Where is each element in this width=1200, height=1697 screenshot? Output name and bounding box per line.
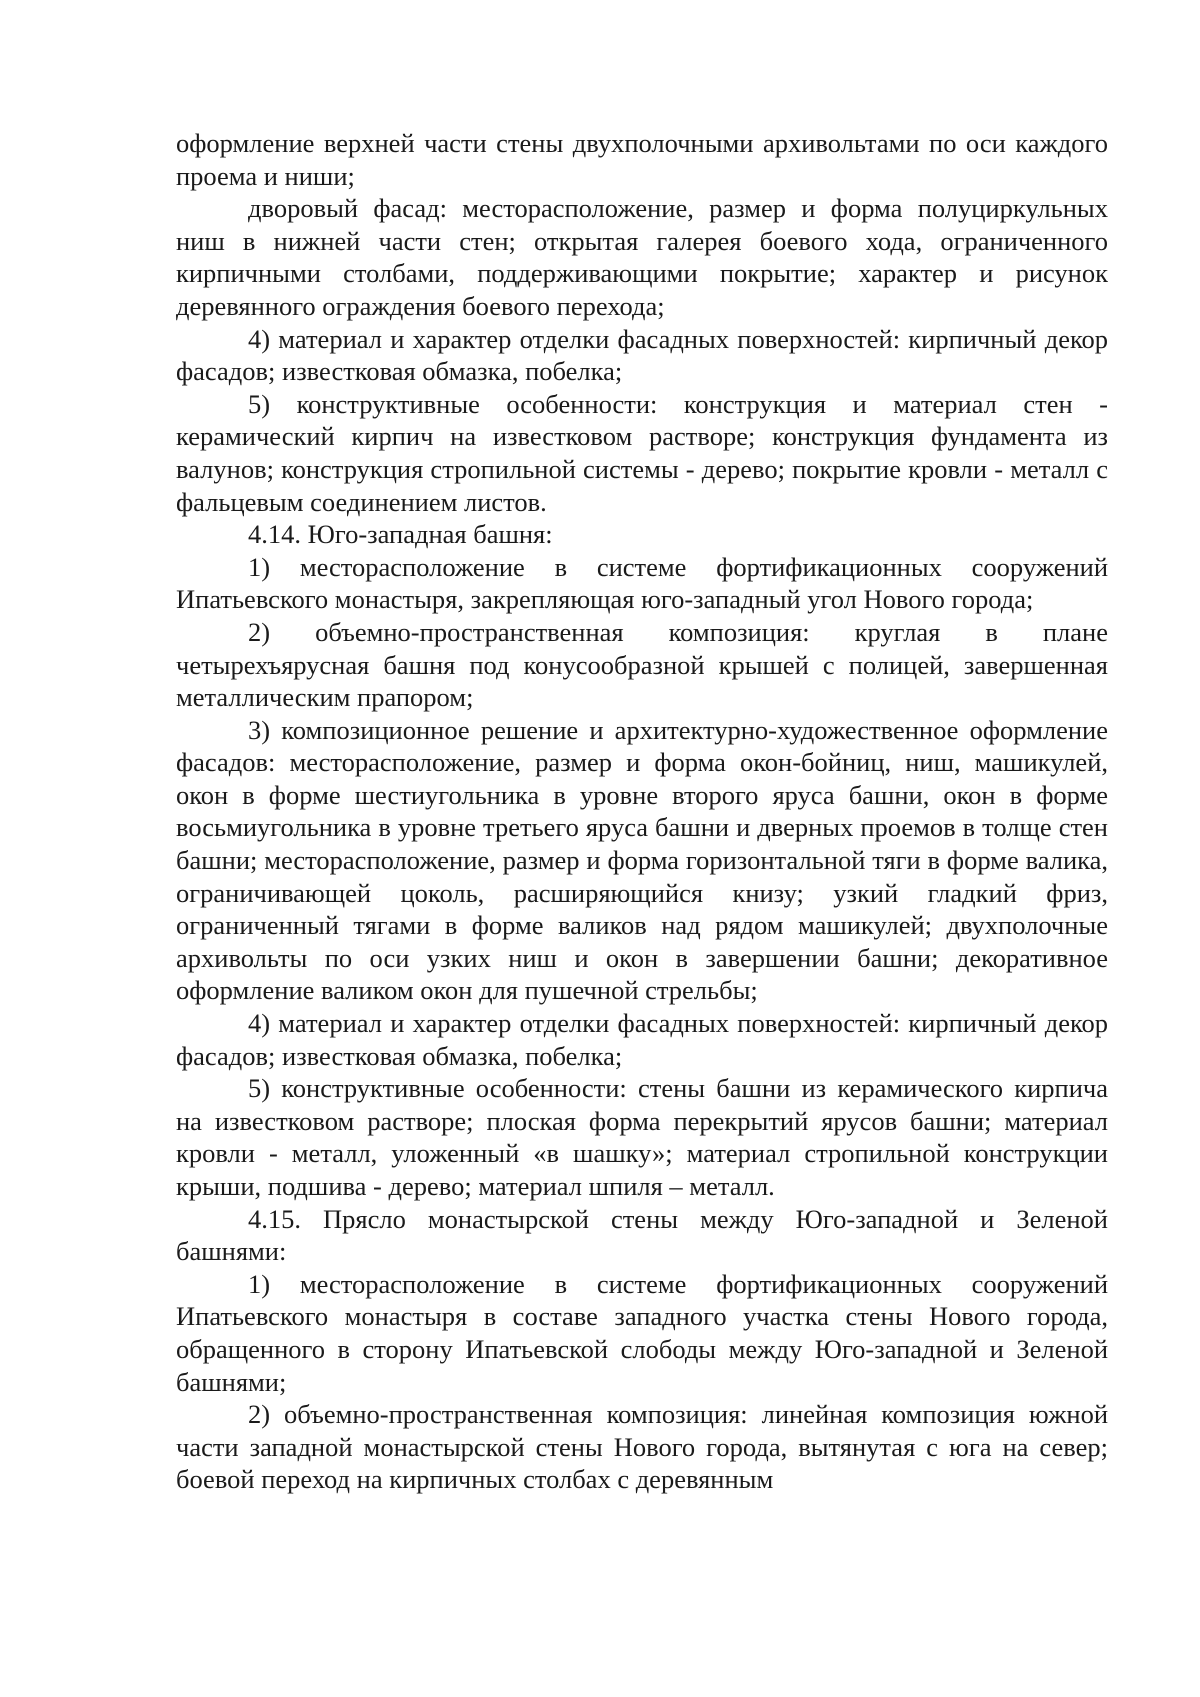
paragraph-finish-material-2: 4) материал и характер отделки фасадных поверхностей: кирпичный декор фасадов; известковая обмазка, побелка; bbox=[176, 1008, 1108, 1071]
paragraph-location: 1) месторасположение в системе фортификационных сооружений Ипатьевского монастыря, закрепляющая юго-западный угол Нового города; bbox=[176, 551, 1108, 615]
paragraph-continuation: оформление верхней части стены двухполочными архивольтами по оси каждого проема и ниши; bbox=[176, 128, 1108, 191]
section-heading-4-15: 4.15. Прясло монастырской стены между Юго-западной и Зеленой башнями: bbox=[176, 1203, 1108, 1267]
paragraph-finish-material: 4) материал и характер отделки фасадных поверхностей: кирпичный декор фасадов; известковая обмазка, побелка; bbox=[176, 323, 1108, 387]
paragraph-structural-features: 5) конструктивные особенности: конструкция и материал стен - керамический кирпич на известковом растворе; конструкция фундамента из валунов; конструкция стропильной системы - дерево; покрытие кровли - металл с фальцевым соединением листов. bbox=[176, 388, 1108, 517]
document-body bbox=[176, 127, 1108, 1496]
paragraph-spatial-composition-2: 2) объемно-пространственная композиция: линейная композиция южной части западной монастырской стены Нового города, вытянутая с юга на север; боевой переход на кирпичных столбах с деревянным bbox=[176, 1399, 1108, 1495]
paragraph-location-2: 1) месторасположение в системе фортификационных сооружений Ипатьевского монастыря в составе западного участка стены Нового города, обращенного в сторону Ипатьевской слободы между Юго-западной и Зеленой башнями; bbox=[176, 1268, 1108, 1397]
paragraph-spatial-composition: 2) объемно-пространственная композиция: круглая в плане четырехъярусная башня под конусообразной крышей с полицей, завершенная металлическим прапором; bbox=[176, 616, 1108, 713]
paragraph-facade-design: 3) композиционное решение и архитектурно-художественное оформление фасадов: месторасположение, размер и форма окон-бойниц, ниш, машикулей, окон в форме шестиугольника в уровне второго яруса башни, окон в форме восьмиугольника в уровне третьего яруса башни и дверных проемов в толще стен башни; месторасположение, размер и форма горизонтальной тяги в форме валика, ограничивающей цоколь, расширяющийся книзу; узкий гладкий фриз, ограниченный тягами в форме валиков над рядом машикулей; двухполочные архивольты по оси узких ниш и окон в завершении башни; декоративное оформление валиком окон для пушечной стрельбы; bbox=[176, 714, 1108, 1006]
section-heading-4-14: 4.14. Юго-западная башня: bbox=[248, 519, 553, 550]
paragraph-structural-features-2: 5) конструктивные особенности: стены башни из керамического кирпича на известковом растворе; плоская форма перекрытий ярусов башни; материал кровли - металл, уложенный «в шашку»; материал стропильной конструкции крыши, подшива - дерево; материал шпиля – металл. bbox=[176, 1073, 1108, 1201]
paragraph-courtyard-facade: дворовый фасад: месторасположение, размер и форма полуциркульных ниш в нижней части стен; открытая галерея боевого хода, ограниченного кирпичными столбами, поддерживающими покрытие; характер и рисунок деревянного ограждения боевого перехода; bbox=[176, 193, 1108, 321]
